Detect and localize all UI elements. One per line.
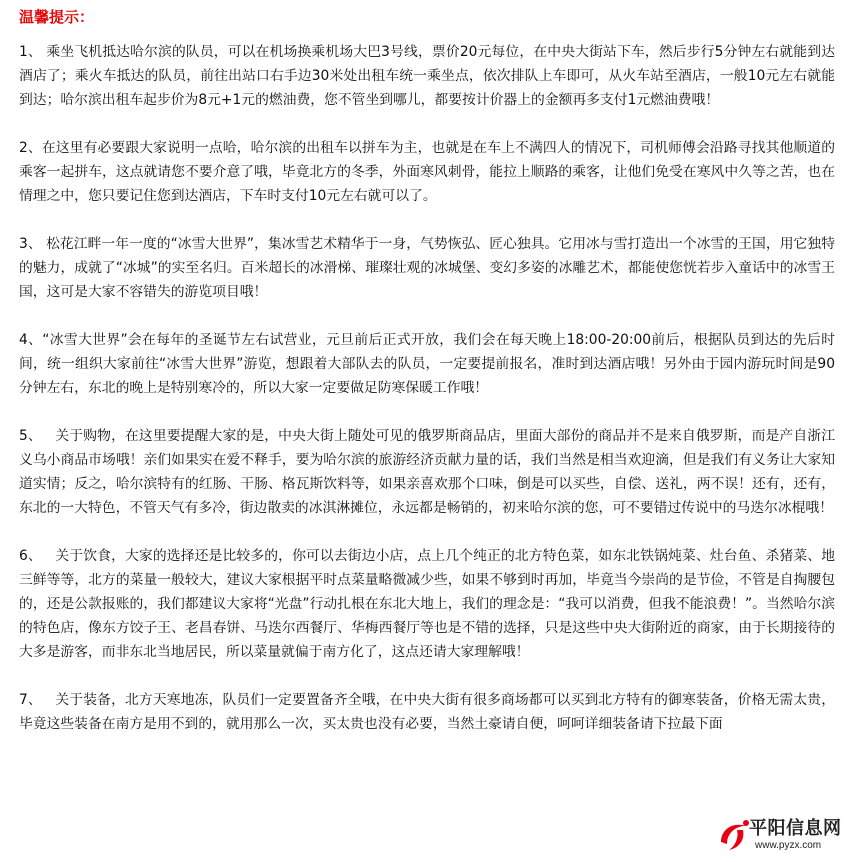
tip-text: 松花江畔一年一度的“冰雪大世界”，集冰雪艺术精华于一身，气势恢弘、匠心独具。它用冰与雪打造出一个冰雪的王国，用它独特的魅力，成就了“冰城”的实至名归。百米超长的冰滑梯、璀璨壮观的冰城堡、变幻多姿的冰雕艺术，都能使您恍若步入童话中的冰雪王国，这可是大家不容错失的游览项目哦！ bbox=[19, 236, 835, 300]
tip-number: 4、 bbox=[19, 332, 43, 348]
watermark-url: www.pyzx.com bbox=[755, 840, 822, 851]
watermark-name: 平阳信息网 bbox=[749, 818, 842, 838]
tip-number: 5、 bbox=[19, 428, 56, 444]
tip-item-2 bbox=[19, 136, 835, 208]
tip-text: 在这里有必要跟大家说明一点哈，哈尔滨的出租车以拼车为主，也就是在车上不满四人的情况下，司机师傅会沿路寻找其他顺道的乘客一起拼车，这点就请您不要介意了哦，毕竟北方的冬季，外面寒风刺骨，能拉上顺路的乘客，让他们免受在寒风中久等之苦，也在情理之中，您只要记住您到达酒店，下车时支付10元左右就可以了。 bbox=[19, 140, 836, 204]
watermark-logo bbox=[715, 816, 841, 856]
tip-text: 关于购物，在这里要提醒大家的是，中央大街上随处可见的俄罗斯商品店，里面大部份的商品并不是来自俄罗斯，而是产自浙江义乌小商品市场哦！亲们如果实在爱不释手，要为哈尔滨的旅游经济贡献力量的话，我们当然是相当欢迎滴，但是我们有义务让大家知道实情；反之，哈尔滨特有的红肠、干肠、格瓦斯饮料等，如果亲喜欢那个口味，倒是可以买些，自偿、送礼，两不误！还有，还有，东北的一大特色，不管天气有多冷，街边散卖的冰淇淋摊位，永远都是畅销的，初来哈尔滨的您，可不要错过传说中的马迭尔冰棍哦！ bbox=[19, 428, 836, 516]
tip-item-6 bbox=[19, 544, 835, 664]
tip-text: 关于饮食，大家的选择还是比较多的，你可以去街边小店，点上几个纯正的北方特色菜，如东北铁锅炖菜、灶台鱼、杀猪菜、地三鲜等等，北方的菜量一般较大，建议大家根据平时点菜量略微减少些，如果不够到时再加，毕竟当今崇尚的是节俭，不管是自掏腰包的，还是公款报账的，我们都建议大家将“光盘”行动扎根在东北大地上，我们的理念是：“我可以消费，但我不能浪费！”。当然哈尔滨的特色店，像东方饺子王、老昌春饼、马迭尔西餐厅、华梅西餐厅等也是不错的选择，只是这些中央大街附近的商家，由于长期接待的大多是游客，而非东北当地居民，所以菜量就偏于南方化了，这点还请大家理解哦！ bbox=[19, 548, 836, 660]
tip-number: 6、 bbox=[19, 548, 56, 564]
tip-text: 关于装备，北方天寒地冻，队员们一定要置备齐全哦，在中央大街有很多商场都可以买到北方特有的御寒装备，价格无需太贵，毕竟这些装备在南方是用不到的，就用那么一次，买太贵也没有必要，当然土豪请自便，呵呵详细装备请下拉最下面 bbox=[19, 692, 836, 732]
tip-number: 2、 bbox=[19, 140, 42, 156]
tip-item-4 bbox=[19, 328, 835, 400]
tip-item-1 bbox=[19, 40, 835, 112]
tip-item-5 bbox=[19, 424, 835, 520]
page-title: 温馨提示： bbox=[19, 8, 95, 26]
tip-number: 3、 bbox=[19, 236, 47, 252]
tip-number: 7、 bbox=[19, 692, 56, 708]
tip-number: 1、 bbox=[19, 44, 47, 60]
tip-item-3 bbox=[19, 232, 835, 304]
tip-item-7 bbox=[19, 688, 835, 736]
tip-text: 乘坐飞机抵达哈尔滨的队员，可以在机场换乘机场大巴3号线，票价20元每位，在中央大街站下车，然后步行5分钟左右就能到达酒店了；乘火车抵达的队员，前往出站口右手边30米处出租车统一乘坐点，依次排队上车即可，从火车站至酒店，一般10元左右就能到达；哈尔滨出租车起步价为8元+1元的燃油费，您不管坐到哪儿，都要按计价器上的金额再多支付1元燃油费哦！ bbox=[19, 44, 836, 108]
tip-text: “冰雪大世界”会在每年的圣诞节左右试营业，元旦前后正式开放，我们会在每天晚上18:00-20:00前后，根据队员到达的先后时间，统一组织大家前往“冰雪大世界”游览，想跟着大部队去的队员，一定要提前报名，准时到达酒店哦！另外由于园内游玩时间是90分钟左右，东北的晚上是特别寒冷的，所以大家一定要做足防寒保暖工作哦！ bbox=[19, 332, 835, 396]
